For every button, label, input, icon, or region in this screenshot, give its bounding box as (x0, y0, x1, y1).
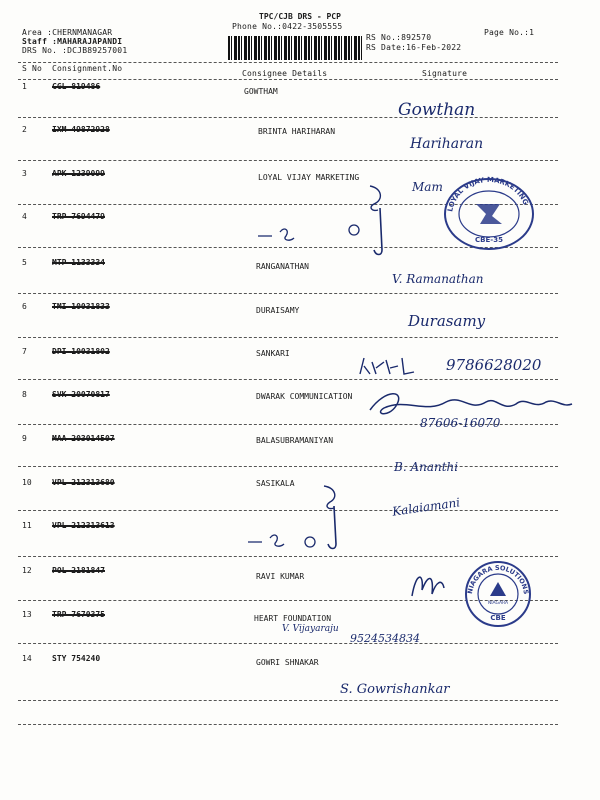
col-consignment: Consignment.No (52, 64, 123, 73)
row-consignment: MAA 203014507 (52, 434, 115, 443)
stamp-text: LOYAL VIJAY MARKETING (446, 176, 530, 213)
row-sno: 8 (22, 390, 27, 399)
divider (18, 337, 558, 338)
row-consignment: CGL 819486 (52, 82, 101, 91)
divider (18, 700, 558, 701)
signature-row-7-phone: 9786628020 (446, 356, 542, 374)
row-sno: 4 (22, 212, 27, 221)
row-sno: 5 (22, 258, 27, 267)
row-sno: 6 (22, 302, 27, 311)
row-sno: 3 (22, 169, 27, 178)
row-consignment: POL 2181847 (52, 566, 105, 575)
row-consignment: VPL 212313613 (52, 521, 115, 530)
staff-label: Staff :MAHARAJAPANDI (22, 37, 123, 46)
row-consignee: HEART FOUNDATION (254, 614, 332, 623)
row-consignment: TMI 10031833 (52, 302, 110, 311)
row-consignee: BALASUBRAMANIYAN (256, 436, 334, 445)
divider (18, 160, 558, 161)
divider (18, 724, 558, 725)
row-consignment: MTP 1133334 (52, 258, 105, 267)
row-sno: 1 (22, 82, 27, 91)
stamp-brand: NIAGARA (487, 601, 509, 606)
delivery-mark-row-10-11 (240, 482, 360, 552)
niagara-solutions-stamp (464, 560, 532, 628)
row-consignment: TRP 7694479 (52, 212, 105, 221)
loyal-vijay-marketing-stamp (442, 176, 536, 250)
row-sno: 9 (22, 434, 27, 443)
barcode (228, 36, 362, 60)
signature-row-7-strokes (356, 356, 446, 378)
signature-row-13-phone: 9524534834 (350, 632, 420, 645)
row-sno: 11 (22, 521, 32, 530)
rs-date: RS Date:16-Feb-2022 (366, 43, 462, 52)
row-sno: 7 (22, 347, 27, 356)
col-signature: Signature (422, 69, 468, 78)
row-consignee: DWARAK COMMUNICATION (256, 392, 353, 401)
divider (18, 79, 558, 80)
row-sno: 14 (22, 654, 32, 663)
row-consignment: TRP 7670375 (52, 610, 105, 619)
divider (18, 293, 558, 294)
signature-row-8-strokes (366, 384, 578, 424)
row-consignee: SANKARI (256, 349, 290, 358)
signature-row-5: V. Ramanathan (392, 272, 484, 286)
divider (18, 117, 558, 118)
divider (18, 556, 558, 557)
divider (18, 466, 558, 467)
divider (18, 62, 558, 63)
signature-row-9: B. Ananthi (394, 460, 459, 474)
signature-row-8-phone: 87606-16070 (420, 416, 501, 430)
area-label: Area :CHERNMANAGAR (22, 28, 113, 37)
signature-row-12-strokes (408, 568, 448, 600)
drs-number: DRS No. :DCJB89257001 (22, 46, 128, 55)
signature-row-10: Kalaiamani (391, 495, 461, 519)
row-consignment: SVK 20070817 (52, 390, 110, 399)
row-consignment: IXM 49872928 (52, 125, 110, 134)
row-consignee: BRINTA HARIHARAN (258, 127, 336, 136)
row-consignee: GOWRI SHNAKAR (256, 658, 319, 667)
signature-row-14: S. Gowrishankar (340, 682, 450, 697)
col-sno: S No (22, 64, 43, 73)
row-sno: 2 (22, 125, 27, 134)
stamp-code: CBE (490, 614, 506, 622)
delivery-mark-row-3-4 (250, 180, 400, 260)
stamp-text: NIAGARA SOLUTIONS (466, 563, 530, 595)
row-consignee: GOWTHAM (244, 87, 278, 96)
row-consignee: RAVI KUMAR (256, 572, 305, 581)
row-consignee: LOYAL VIJAY MARKETING (258, 173, 360, 182)
row-consignment: DPI 10031802 (52, 347, 110, 356)
row-consignment: VPL 212313680 (52, 478, 115, 487)
signature-row-2: Hariharan (410, 136, 484, 152)
page-number: Page No.:1 (484, 28, 535, 37)
row-consignee: DURAISAMY (256, 306, 300, 315)
divider (18, 379, 558, 380)
row-sno: 13 (22, 610, 32, 619)
signature-row-1: Gowthan (398, 100, 476, 120)
row-consignee: RANGANATHAN (256, 262, 309, 271)
sheet-title: TPC/CJB DRS - PCP (259, 12, 341, 21)
row-consignee: SASIKALA (256, 479, 295, 488)
row-sno: 10 (22, 478, 32, 487)
signature-row-3: Mam (412, 180, 443, 194)
signature-row-13-name: V. Vijayaraju (282, 624, 339, 634)
row-sno: 12 (22, 566, 32, 575)
signature-row-6: Durasamy (408, 312, 486, 330)
stamp-code: CBE-35 (475, 236, 503, 244)
col-consignee: Consignee Details (242, 69, 328, 78)
phone-number: Phone No.:0422-3505555 (232, 22, 343, 31)
row-consignment: APK 1239099 (52, 169, 105, 178)
rs-number: RS No.:892570 (366, 33, 432, 42)
row-consignment: STY 754240 (52, 654, 101, 663)
divider (18, 643, 558, 644)
